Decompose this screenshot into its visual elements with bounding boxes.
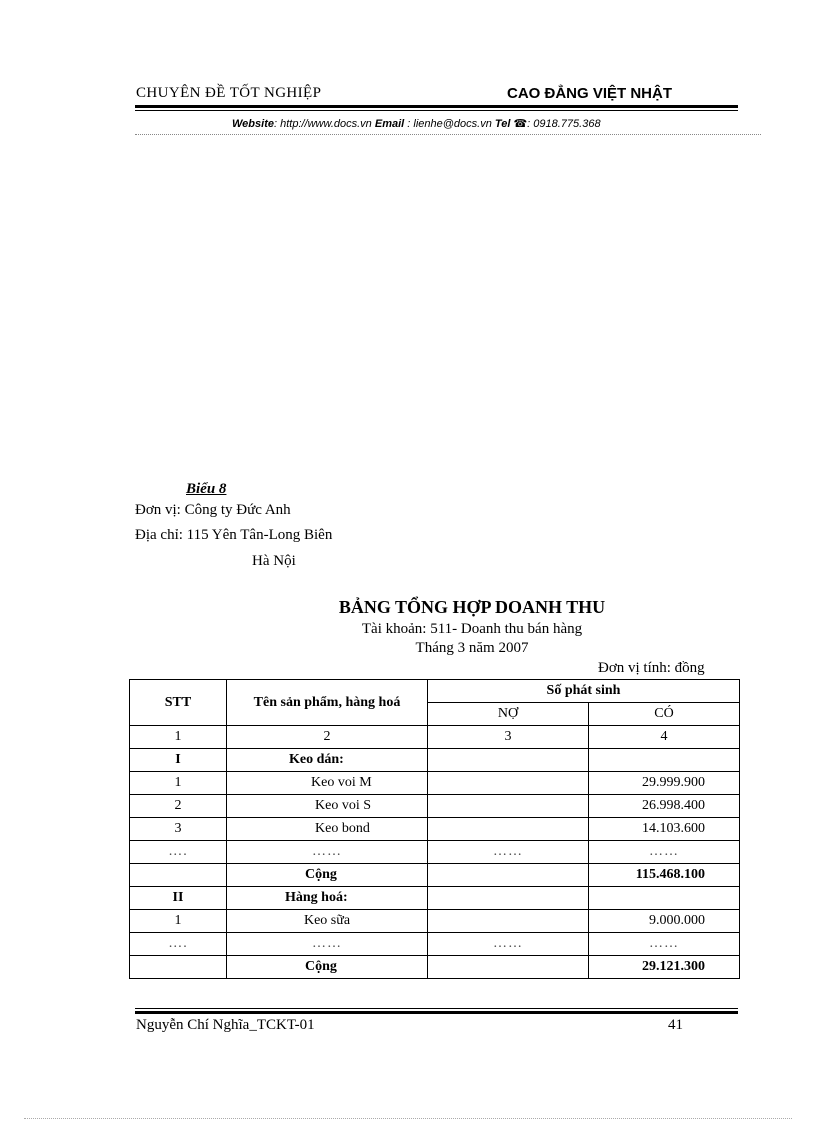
index-cell: 2: [227, 726, 428, 749]
header-left-title: CHUYÊN ĐỀ TỐT NGHIỆP: [136, 85, 322, 101]
index-cell: 4: [589, 726, 740, 749]
name-cell: Keo dán:: [227, 749, 428, 772]
header-rule-thick: [135, 105, 738, 108]
author-name: Nguyễn Chí Nghĩa_TCKT-01: [136, 1017, 315, 1033]
name-cell: ……: [227, 933, 428, 956]
tel-value: : 0918.775.368: [527, 118, 601, 130]
stt-cell: ….: [130, 841, 227, 864]
index-cell: 3: [428, 726, 589, 749]
unit-name: Đơn vị: Công ty Đức Anh: [135, 502, 291, 518]
stt-cell: II: [130, 887, 227, 910]
address: Địa chỉ: 115 Yên Tân-Long Biên: [135, 527, 333, 543]
page-number: 41: [668, 1017, 683, 1033]
name-cell: Hàng hoá:: [227, 887, 428, 910]
table-row: [130, 795, 740, 818]
table-subtotal-row: [130, 956, 740, 979]
no-cell: [428, 749, 589, 772]
table-row: [130, 887, 740, 910]
no-cell: ……: [428, 841, 589, 864]
stt-cell: 1: [130, 910, 227, 933]
table-row: [130, 772, 740, 795]
col-header-stt: STT: [130, 680, 227, 726]
table-row: [130, 818, 740, 841]
co-cell: 29.999.900: [589, 772, 740, 795]
form-number: Biểu 8: [186, 481, 227, 497]
no-cell: [428, 956, 589, 979]
co-cell: 26.998.400: [589, 795, 740, 818]
name-cell: Cộng: [227, 864, 428, 887]
address-city: Hà Nội: [252, 553, 296, 569]
co-cell: 9.000.000: [589, 910, 740, 933]
name-cell: Keo voi M: [227, 772, 428, 795]
table-row: [130, 749, 740, 772]
contact-line: [232, 117, 601, 130]
name-cell: Keo voi S: [227, 795, 428, 818]
table-index-row: [130, 726, 740, 749]
stt-cell: [130, 956, 227, 979]
header-rule-thin: [135, 110, 738, 111]
col-header-name: Tên sản phẩm, hàng hoá: [227, 680, 428, 726]
no-cell: [428, 864, 589, 887]
tel-label: Tel ☎: [494, 118, 528, 130]
no-cell: [428, 795, 589, 818]
co-cell: 29.121.300: [589, 956, 740, 979]
co-cell: 14.103.600: [589, 818, 740, 841]
report-account: Tài khoản: 511- Doanh thu bán hàng: [361, 621, 583, 637]
no-cell: [428, 818, 589, 841]
website-label: Website: [232, 118, 274, 130]
email-link[interactable]: : lienhe@docs.vn: [407, 118, 492, 130]
index-cell: 1: [130, 726, 227, 749]
no-cell: [428, 887, 589, 910]
stt-cell: 1: [130, 772, 227, 795]
stt-cell: I: [130, 749, 227, 772]
stt-cell: 2: [130, 795, 227, 818]
no-cell: [428, 772, 589, 795]
email-label: Email: [374, 118, 405, 130]
col-header-co: CÓ: [589, 703, 740, 726]
table-row: [130, 933, 740, 956]
no-cell: [428, 910, 589, 933]
name-cell: ……: [227, 841, 428, 864]
name-cell: Cộng: [227, 956, 428, 979]
co-cell: ……: [589, 933, 740, 956]
revenue-table: [129, 679, 740, 979]
table-row: [130, 841, 740, 864]
stt-cell: 3: [130, 818, 227, 841]
report-title: BẢNG TỔNG HỢP DOANH THU: [338, 597, 606, 617]
table-subtotal-row: [130, 864, 740, 887]
stt-cell: [130, 864, 227, 887]
co-cell: ……: [589, 841, 740, 864]
no-cell: ……: [428, 933, 589, 956]
co-cell: [589, 887, 740, 910]
report-period: Tháng 3 năm 2007: [415, 640, 529, 656]
bottom-dotted-separator: [24, 1118, 792, 1119]
header-right-title: CAO ĐẲNG VIỆT NHẬT: [507, 85, 672, 102]
table-row: [130, 910, 740, 933]
name-cell: Keo bond: [227, 818, 428, 841]
name-cell: Keo sữa: [227, 910, 428, 933]
co-cell: 115.468.100: [589, 864, 740, 887]
table-header-row: [130, 680, 740, 703]
footer-rule-thick: [135, 1011, 738, 1014]
co-cell: [589, 749, 740, 772]
currency-unit: Đơn vị tính: đồng: [598, 660, 705, 676]
stt-cell: ….: [130, 933, 227, 956]
col-header-arising: Số phát sinh: [428, 680, 740, 703]
footer-rule-thin: [135, 1008, 738, 1009]
header-dotted-separator: [135, 134, 761, 135]
col-header-no: NỢ: [428, 703, 589, 726]
website-link[interactable]: : http://www.docs.vn: [273, 118, 372, 130]
